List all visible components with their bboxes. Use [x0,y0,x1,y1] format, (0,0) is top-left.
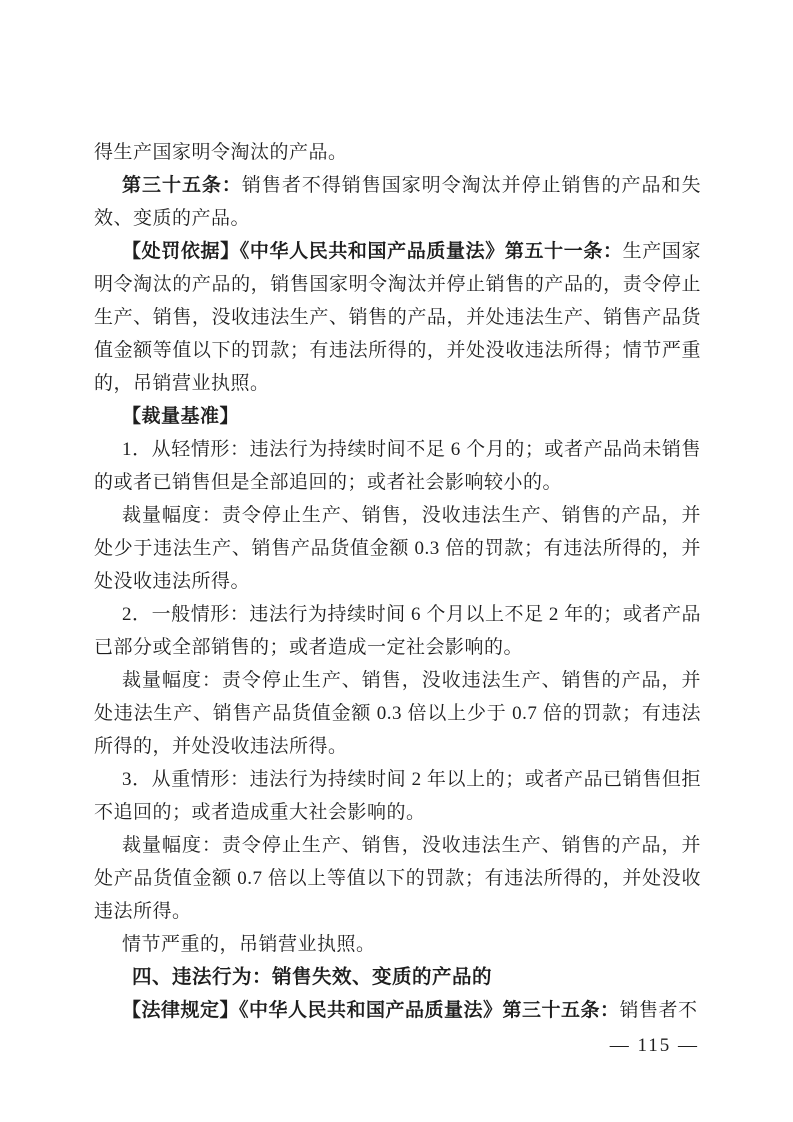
paragraph-text: 裁量幅度：责令停止生产、销售，没收违法生产、销售的产品，并处违法生产、销售产品货值金额 0.3 倍以上少于 0.7 倍的罚款；有违法所得的，并处没收违法所得。 [94,670,701,757]
paragraph-penalty-basis [94,235,701,400]
paragraph-lenient-range [94,499,701,598]
paragraph-general-case [94,598,701,664]
paragraph-text: 得生产国家明令淘汰的产品。 [94,142,348,163]
paragraph-continuation [94,136,701,169]
page-number: — 115 — [609,1035,699,1056]
legal-provision-label: 【法律规定】《中华人民共和国产品质量法》第三十五条： [122,1000,620,1021]
paragraph-lenient-case [94,433,701,499]
article-label: 第三十五条： [122,175,242,196]
paragraph-text: 生产国家明令淘汰的产品的，销售国家明令淘汰并停止销售的产品的，责令停止生产、销售，没收违法生产、销售的产品，并处违法生产、销售产品货值金额等值以下的罚款；有违法所得的，并处没收违法所得；情节严重的，吊销营业执照。 [94,241,701,394]
paragraph-text: 销售者不得销售国家明令淘汰并停止销售的产品和失效、变质的产品。 [94,175,701,229]
paragraph-text: 裁量幅度：责令停止生产、销售，没收违法生产、销售的产品，并处产品货值金额 0.7 倍以上等值以下的罚款；有违法所得的，并处没收违法所得。 [94,835,701,922]
heading-violation-4 [94,961,701,994]
paragraph-text: 3．从重情形：违法行为持续时间 2 年以上的；或者产品已销售但拒不追回的；或者造成重大社会影响的。 [94,769,701,823]
penalty-basis-label: 【处罚依据】《中华人民共和国产品质量法》第五十一条： [122,241,623,262]
paragraph-text: 情节严重的，吊销营业执照。 [122,934,376,955]
paragraph-text: 1．从轻情形：违法行为持续时间不足 6 个月的；或者产品尚未销售的或者已销售但是全部追回的；或者社会影响较小的。 [94,439,701,493]
heading-text: 四、违法行为：销售失效、变质的产品的 [132,966,493,988]
paragraph-article-35 [94,169,701,235]
paragraph-text: 2．一般情形：违法行为持续时间 6 个月以上不足 2 年的；或者产品已部分或全部销售的；或者造成一定社会影响的。 [94,604,701,658]
paragraph-legal-provision [94,994,701,1027]
document-body [94,136,701,1027]
discretion-basis-label: 【裁量基准】 [122,406,240,427]
paragraph-text: 裁量幅度：责令停止生产、销售，没收违法生产、销售的产品，并处少于违法生产、销售产品货值金额 0.3 倍的罚款；有违法所得的，并处没收违法所得。 [94,505,701,592]
paragraph-severe-range [94,829,701,928]
paragraph-text: 销售者不 [619,1000,698,1021]
heading-discretion-basis [94,400,701,433]
paragraph-severe-note [94,928,701,961]
paragraph-general-range [94,664,701,763]
paragraph-severe-case [94,763,701,829]
